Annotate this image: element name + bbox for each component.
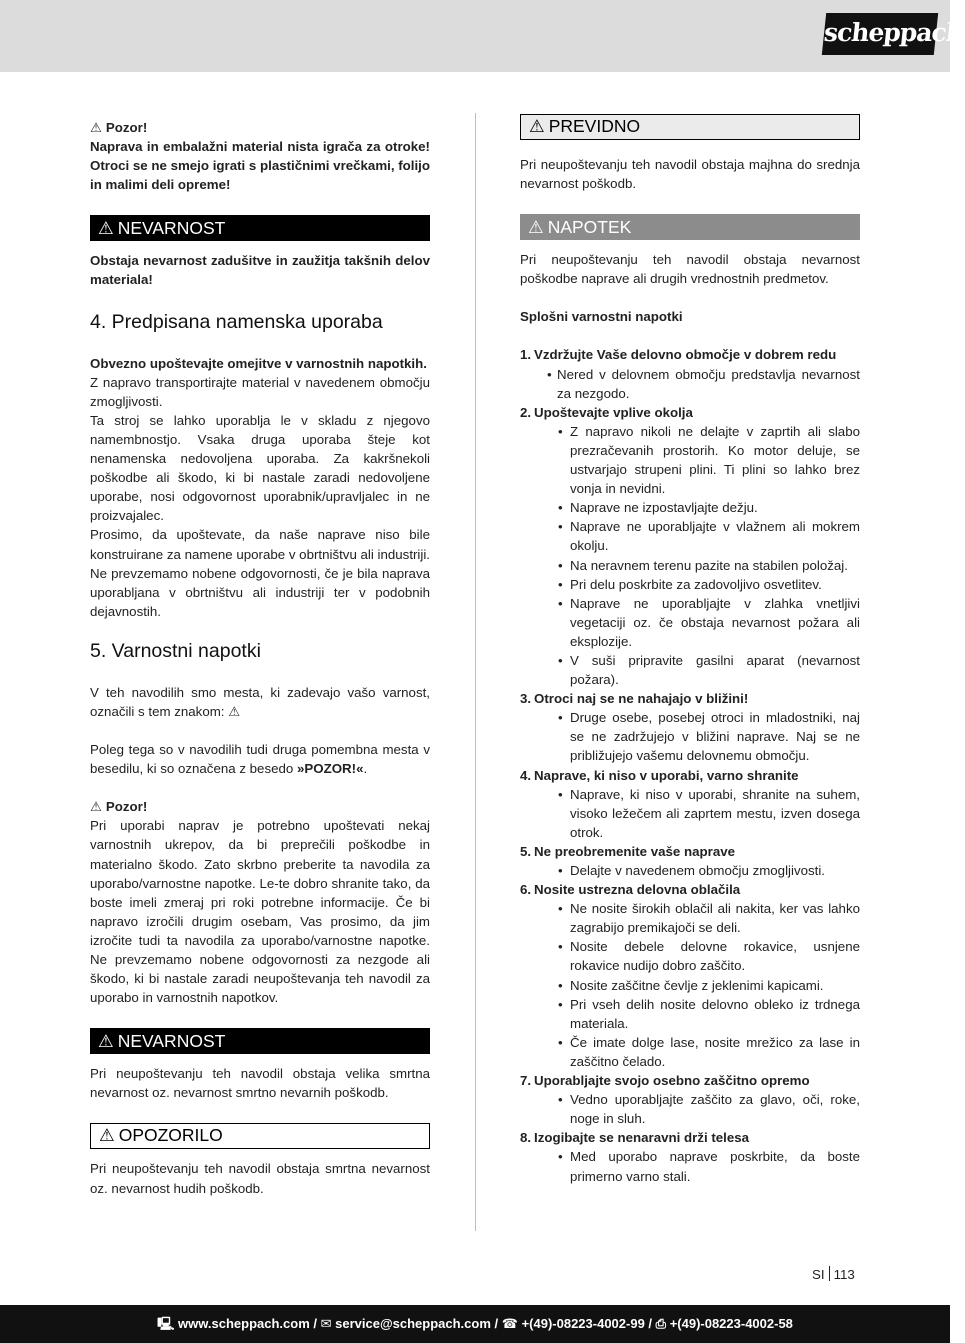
safety-item [520, 345, 860, 402]
safety-bullet-text: Naprave ne uporabljajte v vlažnem ali mokrem okolju. [570, 519, 860, 554]
s4-lead: Obvezno upoštevajte omejitve v varnostnih napotkih. [90, 355, 427, 371]
safety-item-title: Otroci naj se ne nahajajo v bližini! [534, 691, 749, 707]
bullet-dot-icon: • [558, 500, 563, 516]
nevarnost-banner: ⚠ NEVARNOST [90, 1028, 430, 1054]
safety-bullet [534, 365, 860, 403]
bullet-dot-icon: • [558, 652, 563, 668]
safety-item-number: 8. [520, 1130, 532, 1146]
safety-item-title: Ne preobremenite vaše naprave [534, 843, 736, 859]
safety-bullet-text: Nosite zaščitne čevlje z jeklenimi kapicami. [570, 977, 824, 993]
safety-item-number: 2. [520, 404, 532, 420]
warning-icon: ⚠ [529, 116, 545, 136]
section-5-heading: 5. Varnostni napotki [90, 639, 261, 662]
safety-item-title: Naprave, ki niso v uporabi, varno shranite [534, 767, 799, 783]
nevarnost-banner: ⚠ NEVARNOST [90, 215, 430, 241]
safety-instructions-list [520, 345, 860, 1185]
safety-bullet-text: Naprave, ki niso v uporabi, shranite na suhem, visoko ležečem ali zaprtem mestu, izven dosega otrok. [570, 786, 860, 840]
email-link[interactable]: service@scheppach.com [335, 1316, 491, 1331]
bullet-dot-icon: • [558, 786, 563, 802]
napotek-banner: ⚠ NAPOTEK [520, 214, 860, 240]
bullet-dot-icon: • [558, 576, 563, 592]
email-icon: ✉ [320, 1316, 332, 1331]
nevarnost-text: Pri neupoštevanju teh navodil obstaja velika smrtna nevarnost oz. nevarnost smrtno nevarnih poškodb. [90, 1066, 430, 1101]
bullet-dot-icon: • [558, 595, 563, 611]
safety-item-title: Uporabljajte svojo osebno zaščitno opremo [534, 1073, 810, 1089]
safety-bullet [534, 861, 860, 880]
safety-bullet-text: Vedno uporabljajte zaščito za glavo, oči, roke, noge in sluh. [570, 1092, 860, 1127]
safety-bullet-text: Pri delu poskrbite za zadovoljivo osvetlitev. [570, 576, 822, 592]
safety-item [520, 842, 860, 880]
napotek-text: Pri neupoštevanju teh navodil obstaja nevarnost poškodbe naprave ali drugih vrednostnih predmetov. [520, 252, 860, 287]
safety-bullet [534, 556, 860, 575]
bullet-dot-icon: • [558, 939, 563, 955]
safety-bullet [534, 785, 860, 842]
brand-logo: scheppach [822, 13, 938, 55]
safety-bullet [534, 995, 860, 1033]
bullet-dot-icon: • [558, 710, 563, 726]
safety-item-number: 6. [520, 882, 532, 898]
safety-bullet-text: Če imate dolge lase, nosite mrežico za lase in zaščitno čelado. [570, 1034, 860, 1069]
s5-paragraph: V teh navodilih smo mesta, ki zadevajo vašo varnost, označili s tem znakom: ⚠ [90, 684, 430, 719]
safety-bullet-text: Pri vseh delih nosite delovno obleko iz trdnega materiala. [570, 996, 860, 1031]
safety-item [520, 766, 860, 842]
bullet-dot-icon: • [558, 901, 563, 917]
safety-bullet [534, 422, 860, 498]
bullet-dot-icon: • [558, 1149, 563, 1165]
safety-bullet [534, 575, 860, 594]
computer-icon: 🖳 [157, 1316, 175, 1331]
safety-bullet [534, 594, 860, 651]
safety-item-title: Nosite ustrezna delovna oblačila [534, 882, 741, 898]
bullet-dot-icon: • [558, 557, 563, 573]
bullet-dot-icon: • [558, 977, 563, 993]
safety-item-number: 3. [520, 691, 532, 707]
bullet-dot-icon: • [558, 519, 563, 535]
bullet-dot-icon: • [558, 863, 563, 878]
safety-item-title: Izogibajte se nenaravni drži telesa [534, 1130, 750, 1146]
safety-item-title: Upoštevajte vplive okolja [534, 404, 693, 420]
pozor-note: ⚠ Pozor! [90, 797, 430, 816]
bullet-dot-icon: • [547, 366, 552, 382]
header-bar [0, 0, 965, 72]
safety-item [520, 880, 860, 1071]
phone-number: +(49)-08223-4002-99 [521, 1316, 645, 1331]
s4-paragraph: Z napravo transportirajte material v navedenem območju zmogljivosti. [90, 374, 430, 409]
bullet-dot-icon: • [558, 996, 563, 1012]
safety-bullet-text: V suši pripravite gasilni aparat (nevarnost požara). [570, 652, 860, 688]
page-number: SI 113 [812, 1267, 855, 1282]
safety-bullet-text: Med uporabo naprave poskrbite, da boste primerno varno stali. [570, 1149, 860, 1184]
safety-bullet [534, 517, 860, 555]
safety-bullet-text: Nered v delovnem območju predstavlja nevarnost za nezgodo. [557, 366, 860, 401]
warning-icon: ⚠ [98, 218, 114, 239]
pozor-text: Naprava in embalažni material nista igrača za otroke! Otroci se ne smejo igrati s plastičnimi vrečkami, folijo in malimi deli opreme! [90, 139, 430, 193]
s4-paragraph: Ta stroj se lahko uporablja le v skladu z njegovo namembnostjo. Vsaka druga uporaba šteje kot nenamenska nedovoljena uporaba. Za kakršnekoli poškodbe ali škodo, ki bi nastale zaradi nedovoljene uporabe, nosi odgovornost uporabnik/upravljalec in ne proizvajalec. [90, 412, 430, 524]
warning-icon: ⚠ [90, 120, 102, 135]
fax-icon: ⎙ [655, 1316, 667, 1331]
bullet-dot-icon: • [558, 1092, 563, 1108]
safety-bullet-text: Ne nosite širokih oblačil ali nakita, ker vas lahko zagrabijo premikajoči se deli. [570, 901, 860, 936]
safety-bullet [534, 651, 860, 689]
previdno-banner: ⚠ PREVIDNO [520, 114, 860, 140]
opozorilo-text: Pri neupoštevanju teh navodil obstaja smrtna nevarnost oz. nevarnost hudih poškodb. [90, 1161, 430, 1196]
s4-paragraph: Prosimo, da upoštevate, da naše naprave niso bile konstruirane za namene uporabe v obrtništvu ali industriji. Ne prevzemamo nobene odgovornosti, če je bila naprava uporabljana v obrtništvu ali industriji ter v podobnih dejavnostih. [90, 527, 430, 619]
safety-bullet [534, 1033, 860, 1071]
safety-bullet [534, 976, 860, 995]
left-column [90, 118, 430, 1198]
pozor-text: Pri uporabi naprav je potrebno upoštevati nekaj varnostnih ukrepov, da bi preprečili poškodbe in materialno škodo. Zato skrbno preberite ta navodila za uporabo/varnostne napotke. Le-te dobro shranite tako, da boste imeli zmeraj pri roki potrebne informacije. Če bi napravo izročili drugim osebam, Vas prosimo, da jim izročite tudi ta navodila za uporabo/varnostne napotke. Ne prevzemamo nobene odgovornosti za nezgode ali škodo, ki bi nastale zaradi neupoštevanja teh navodil za uporabo in varnostnih napotkov. [90, 818, 430, 1006]
safety-item-title: Vzdržujte Vaše delovno območje v dobrem redu [534, 347, 837, 363]
website-link[interactable]: www.scheppach.com [178, 1316, 310, 1331]
safety-bullet [534, 1147, 860, 1185]
safety-item [520, 403, 860, 689]
safety-item-number: 5. [520, 843, 532, 859]
safety-item-number: 1. [520, 347, 532, 363]
safety-item-number: 4. [520, 767, 532, 783]
safety-bullet [534, 937, 860, 975]
nevarnost-text: Obstaja nevarnost zadušitve in zaužitja takšnih delov materiala! [90, 253, 430, 288]
phone-icon: ☎ [501, 1316, 518, 1331]
warning-icon: ⚠ [98, 1031, 114, 1052]
safety-bullet [534, 498, 860, 517]
safety-item [520, 1071, 860, 1128]
safety-bullet [534, 1090, 860, 1128]
safety-item-number: 7. [520, 1073, 532, 1089]
safety-bullet-text: Naprave ne izpostavljajte dežju. [570, 500, 758, 516]
safety-bullet-text: Delajte v navedenem območju zmogljivosti. [570, 863, 825, 878]
s5-paragraph: Poleg tega so v navodilih tudi druga pomembna mesta v besedilu, ki so označena z besedo »POZOR!«. [90, 742, 430, 777]
safety-item [520, 1128, 860, 1185]
right-column [520, 118, 860, 1186]
safety-bullet-text: Z napravo nikoli ne delajte v zaprtih ali slabo prezračevanih prostorih. Ko motor deluje, se ustvarjajo strupeni plini. Ti plini so lahko brez vonja in nevidni. [570, 423, 860, 497]
bullet-dot-icon: • [558, 1034, 563, 1050]
warning-icon: ⚠ [90, 799, 102, 815]
safety-bullet [534, 708, 860, 765]
general-safety-heading: Splošni varnostni napotki [520, 309, 683, 325]
safety-bullet-text: Druge osebe, posebej otroci in mladostniki, naj se ne zadržujejo v bližini naprave. Naj se ne približujejo vašemu delovnemu območju. [570, 710, 860, 764]
pozor-note: ⚠ Pozor! [90, 118, 430, 137]
warning-icon: ⚠ [99, 1125, 115, 1146]
section-4-heading: 4. Predpisana namenska uporaba [90, 310, 383, 333]
opozorilo-banner: ⚠ OPOZORILO [90, 1123, 430, 1149]
previdno-text: Pri neupoštevanju teh navodil obstaja majhna do srednja nevarnost poškodb. [520, 157, 860, 192]
safety-bullet-text: Nosite debele delovne rokavice, usnjene rokavice nudijo dobro zaščito. [570, 939, 860, 974]
safety-bullet-text: Na neravnem terenu pazite na stabilen položaj. [570, 557, 848, 573]
warning-icon: ⚠ [528, 217, 544, 238]
column-divider [475, 113, 476, 1231]
safety-bullet-text: Naprave ne uporabljajte v zlahka vnetljivi vegetaciji oz. če obstaja nevarnost požara ali eksplozije. [570, 595, 860, 649]
fax-number: +(49)-08223-4002-58 [669, 1316, 793, 1331]
contact-footer: 🖳 www.scheppach.com / ✉ service@scheppach.com / ☎ +(49)-08223-4002-99 / ⎙ +(49)-08223-4002-58 [0, 1305, 950, 1343]
bullet-dot-icon: • [558, 423, 563, 439]
safety-bullet [534, 899, 860, 937]
safety-item [520, 689, 860, 765]
